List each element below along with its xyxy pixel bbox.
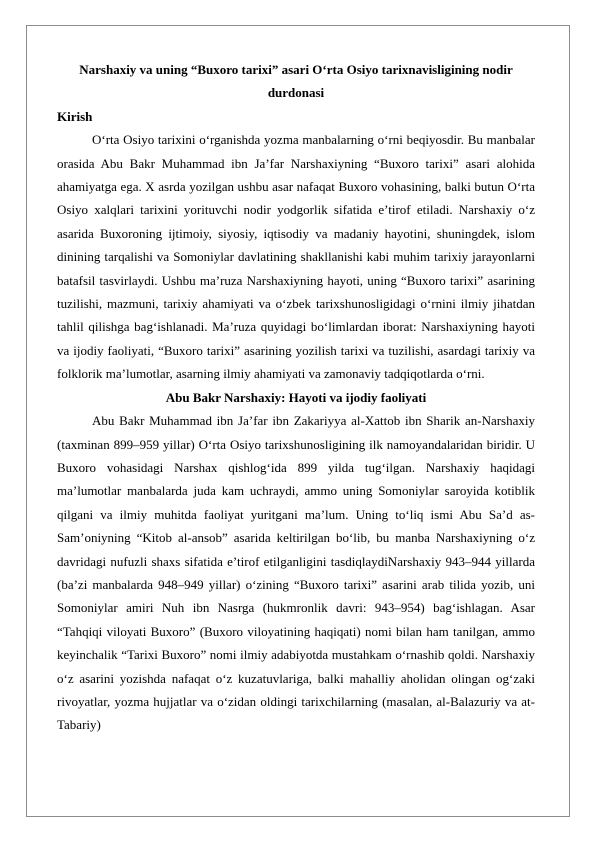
intro-heading: Kirish: [57, 108, 93, 124]
document-title: Narshaxiy va uning “Buxoro tarixi” asari O‘rta Osiyo tarixnavisligining nodir durdonasi: [79, 62, 513, 101]
biography-paragraph: Abu Bakr Muhammad ibn Ja’far ibn Zakariyya al-Xattob ibn Sharik an-Narshaxiy (taxminan 899–959 yillar) O‘rta Osiyo tarixshunosligining ilk namoyandalaridan biridir. U Buxoro vohasidagi Narshax qishlog‘ida 899 yilda tug‘ilgan. Narshaxiy haqidagi ma’lumotlar manbalarda juda kam uchraydi, ammo uning Somoniylar saroyida kotiblik qilgani va ilmiy muhitda faoliyat yuritgani ma’lum. Uning to‘liq ismi Abu Sa’d as-Sam’oniyning “Kitob al-ansob” asarida keltirilgan bo‘lib, bu manba Narshaxiyning o‘z davridagi nufuzli shaxs sifatida e’tirof etilganligini tasdiqlaydiNarshaxiy 943–944 yillarda (ba’zi manbalarda 948–949 yillar) o‘zining “Buxoro tarixi” asarini arab tilida yozib, uni Somoniylar amiri Nuh ibn Nasrga (hukmronlik davri: 943–954) bag‘ishlagan. Asar “Tahqiqi viloyati Buxoro” (Buxoro viloyatining haqiqati) nomi bilan ham tanilgan, ammo keyinchalik “Tarixi Buxoro” nomi ilmiy adabiyotda mustahkam o‘rnashib qoldi. Narshaxiy o‘z asarini yozishda nafaqat o‘z kuzatuvlariga, balki mahalliy aholidan olingan og‘zaki rivoyatlar, yozma hujjatlar va o‘zidan oldingi tarixchilarning (masalan, al-Balazuriy va at-Tabariy): [57, 413, 535, 733]
intro-paragraph: O‘rta Osiyo tarixini o‘rganishda yozma manbalarning o‘rni beqiyosdir. Bu manbalar orasida Abu Bakr Muhammad ibn Ja’far Narshaxiyning “Buxoro tarixi” asari alohida ahamiyatga ega. X asrda yozilgan ushbu asar nafaqat Buxoro vohasining, balki butun O‘rta Osiyo xalqlari tarixini yorituvchi nodir yodgorlik sifatida e’tirof etiladi. Narshaxiy o‘z asarida Buxoroning ijtimoiy, siyosiy, iqtisodiy va madaniy hayotini, shuningdek, islom dinining tarqalishi va Somoniylar davlatining shakllanishi kabi muhim tarixiy jarayonlarni batafsil tasvirlaydi. Ushbu ma’ruza Narshaxiyning hayoti, uning “Buxoro tarixi” asarining tuzilishi, mazmuni, tarixiy ahamiyati va o‘zbek tarixshunosligidagi o‘rnini ilmiy jihatdan tahlil qilishga bag‘ishlanadi. Ma’ruza quyidagi bo‘limlardan iborat: Narshaxiyning hayoti va ijodiy faoliyati, “Buxoro tarixi” asarining yozilish tarixi va tuzilishi, asardagi tarixiy va folklorik ma’lumotlar, asarning ilmiy ahamiyati va zamonaviy tadqiqotlarda o‘rni.: [57, 132, 535, 382]
section-heading-biography: Abu Bakr Narshaxiy: Hayoti va ijodiy faoliyati: [165, 389, 427, 405]
document-body: [57, 58, 535, 737]
